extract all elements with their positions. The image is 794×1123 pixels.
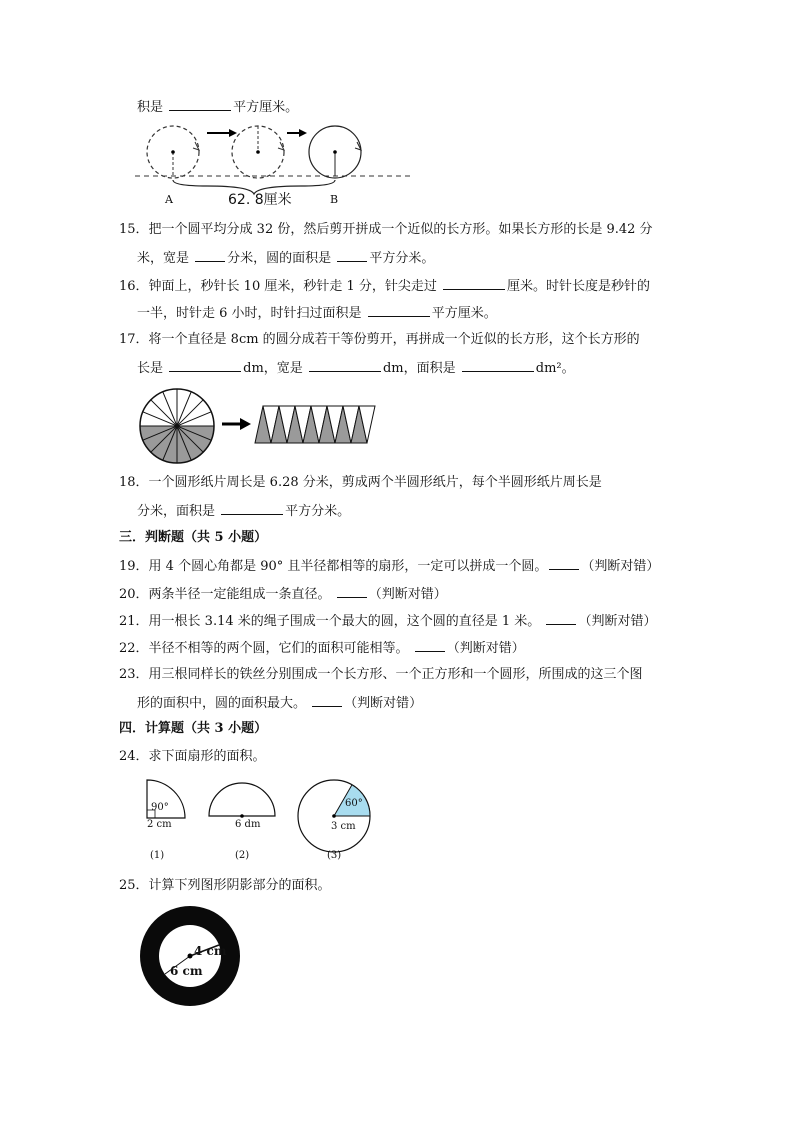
q16-line1: 16．钟面上，秒针长 10 厘米，秒针走 1 分，针尖走过 厘米。时针长度是秒针的 bbox=[119, 276, 650, 296]
q18-line1: 18．一个圆形纸片周长是 6.28 分米，剪成两个半圆形纸片，每个半圆形纸片周长是 bbox=[119, 475, 602, 490]
q16-blank-distance bbox=[443, 276, 505, 290]
fig1-angle: 90° bbox=[151, 802, 169, 813]
q17-blank-length bbox=[169, 358, 241, 372]
q20: 20．两条半径一定能组成一条直径。 （判断对错） bbox=[119, 584, 447, 604]
q23-line1: 23．用三根同样长的铁丝分别围成一个长方形、一个正方形和一个圆形，所围成的这三个图 bbox=[119, 667, 643, 682]
fig1-length: 2 cm bbox=[147, 819, 172, 830]
fig3-length: 3 cm bbox=[331, 821, 356, 832]
fig1-caption: (1) bbox=[150, 850, 165, 861]
q17-line2: 长是 dm，宽是 dm，面积是 dm²。 bbox=[137, 358, 575, 378]
q17-blank-area bbox=[462, 358, 534, 372]
q25-text: 25．计算下列图形阴影部分的面积。 bbox=[119, 878, 331, 893]
label-a: A bbox=[165, 193, 173, 206]
q23-blank bbox=[312, 693, 342, 707]
q21: 21．用一根长 3.14 米的绳子围成一个最大的圆，这个圆的直径是 1 米。 （判断对错） bbox=[119, 611, 656, 631]
q14-prefix: 积是 bbox=[137, 100, 164, 115]
section3-title: 三．判断题（共 5 小题） bbox=[119, 530, 268, 545]
q18-line2: 分米，面积是 平方分米。 bbox=[137, 501, 350, 521]
q16-line2: 一半，时针走 6 小时，时针扫过面积是 平方厘米。 bbox=[137, 303, 497, 323]
annulus-figure bbox=[138, 904, 242, 1008]
q21-blank bbox=[546, 611, 576, 625]
sectors-figure bbox=[140, 772, 376, 868]
q15-line1: 15．把一个圆平均分成 32 份，然后剪开拼成一个近似的长方形。如果长方形的长是 9.42 分 bbox=[119, 222, 653, 237]
q17-blank-width bbox=[309, 358, 381, 372]
fig3-caption: (3) bbox=[327, 850, 342, 861]
q14-suffix: 平方厘米。 bbox=[233, 100, 299, 115]
q22: 22．半径不相等的两个圆，它们的面积可能相等。 （判断对错） bbox=[119, 638, 525, 658]
arrow-right-icon bbox=[229, 129, 237, 137]
circle-to-rectangle-figure bbox=[137, 388, 382, 468]
q16-blank-area bbox=[368, 303, 430, 317]
inner-radius-label: 4 cm bbox=[194, 944, 227, 958]
fig2-length: 6 dm bbox=[235, 819, 261, 830]
q15-blank-width bbox=[195, 248, 225, 262]
q14-blank bbox=[169, 97, 231, 111]
distance-label: 62. 8厘米 bbox=[228, 192, 292, 208]
q24-text: 24．求下面扇形的面积。 bbox=[119, 749, 266, 764]
q23-line2: 形的面积中，圆的面积最大。 （判断对错） bbox=[137, 693, 422, 713]
label-b: B bbox=[330, 193, 339, 206]
q17-line1: 17．将一个直径是 8cm 的圆分成若干等份剪开，再拼成一个近似的长方形，这个长方形的 bbox=[119, 332, 640, 347]
fig3-angle: 60° bbox=[345, 798, 363, 809]
outer-radius-label: 6 cm bbox=[170, 964, 203, 978]
q19-blank bbox=[549, 556, 579, 570]
q15-blank-area bbox=[337, 248, 367, 262]
q20-blank bbox=[337, 584, 367, 598]
semicircle bbox=[209, 783, 275, 816]
q15-line2: 米，宽是 分米，圆的面积是 平方分米。 bbox=[137, 248, 434, 268]
section4-title: 四．计算题（共 3 小题） bbox=[119, 721, 268, 736]
q18-blank-area bbox=[221, 501, 283, 515]
q19: 19．用 4 个圆心角都是 90° 且半径都相等的扇形，一定可以拼成一个圆。 （判断对错） bbox=[119, 556, 659, 576]
arrow-right-icon bbox=[240, 418, 251, 430]
q14-answer-line bbox=[137, 97, 298, 117]
arrow-right-icon bbox=[299, 129, 307, 137]
fig2-caption: (2) bbox=[235, 850, 250, 861]
q22-blank bbox=[415, 638, 445, 652]
